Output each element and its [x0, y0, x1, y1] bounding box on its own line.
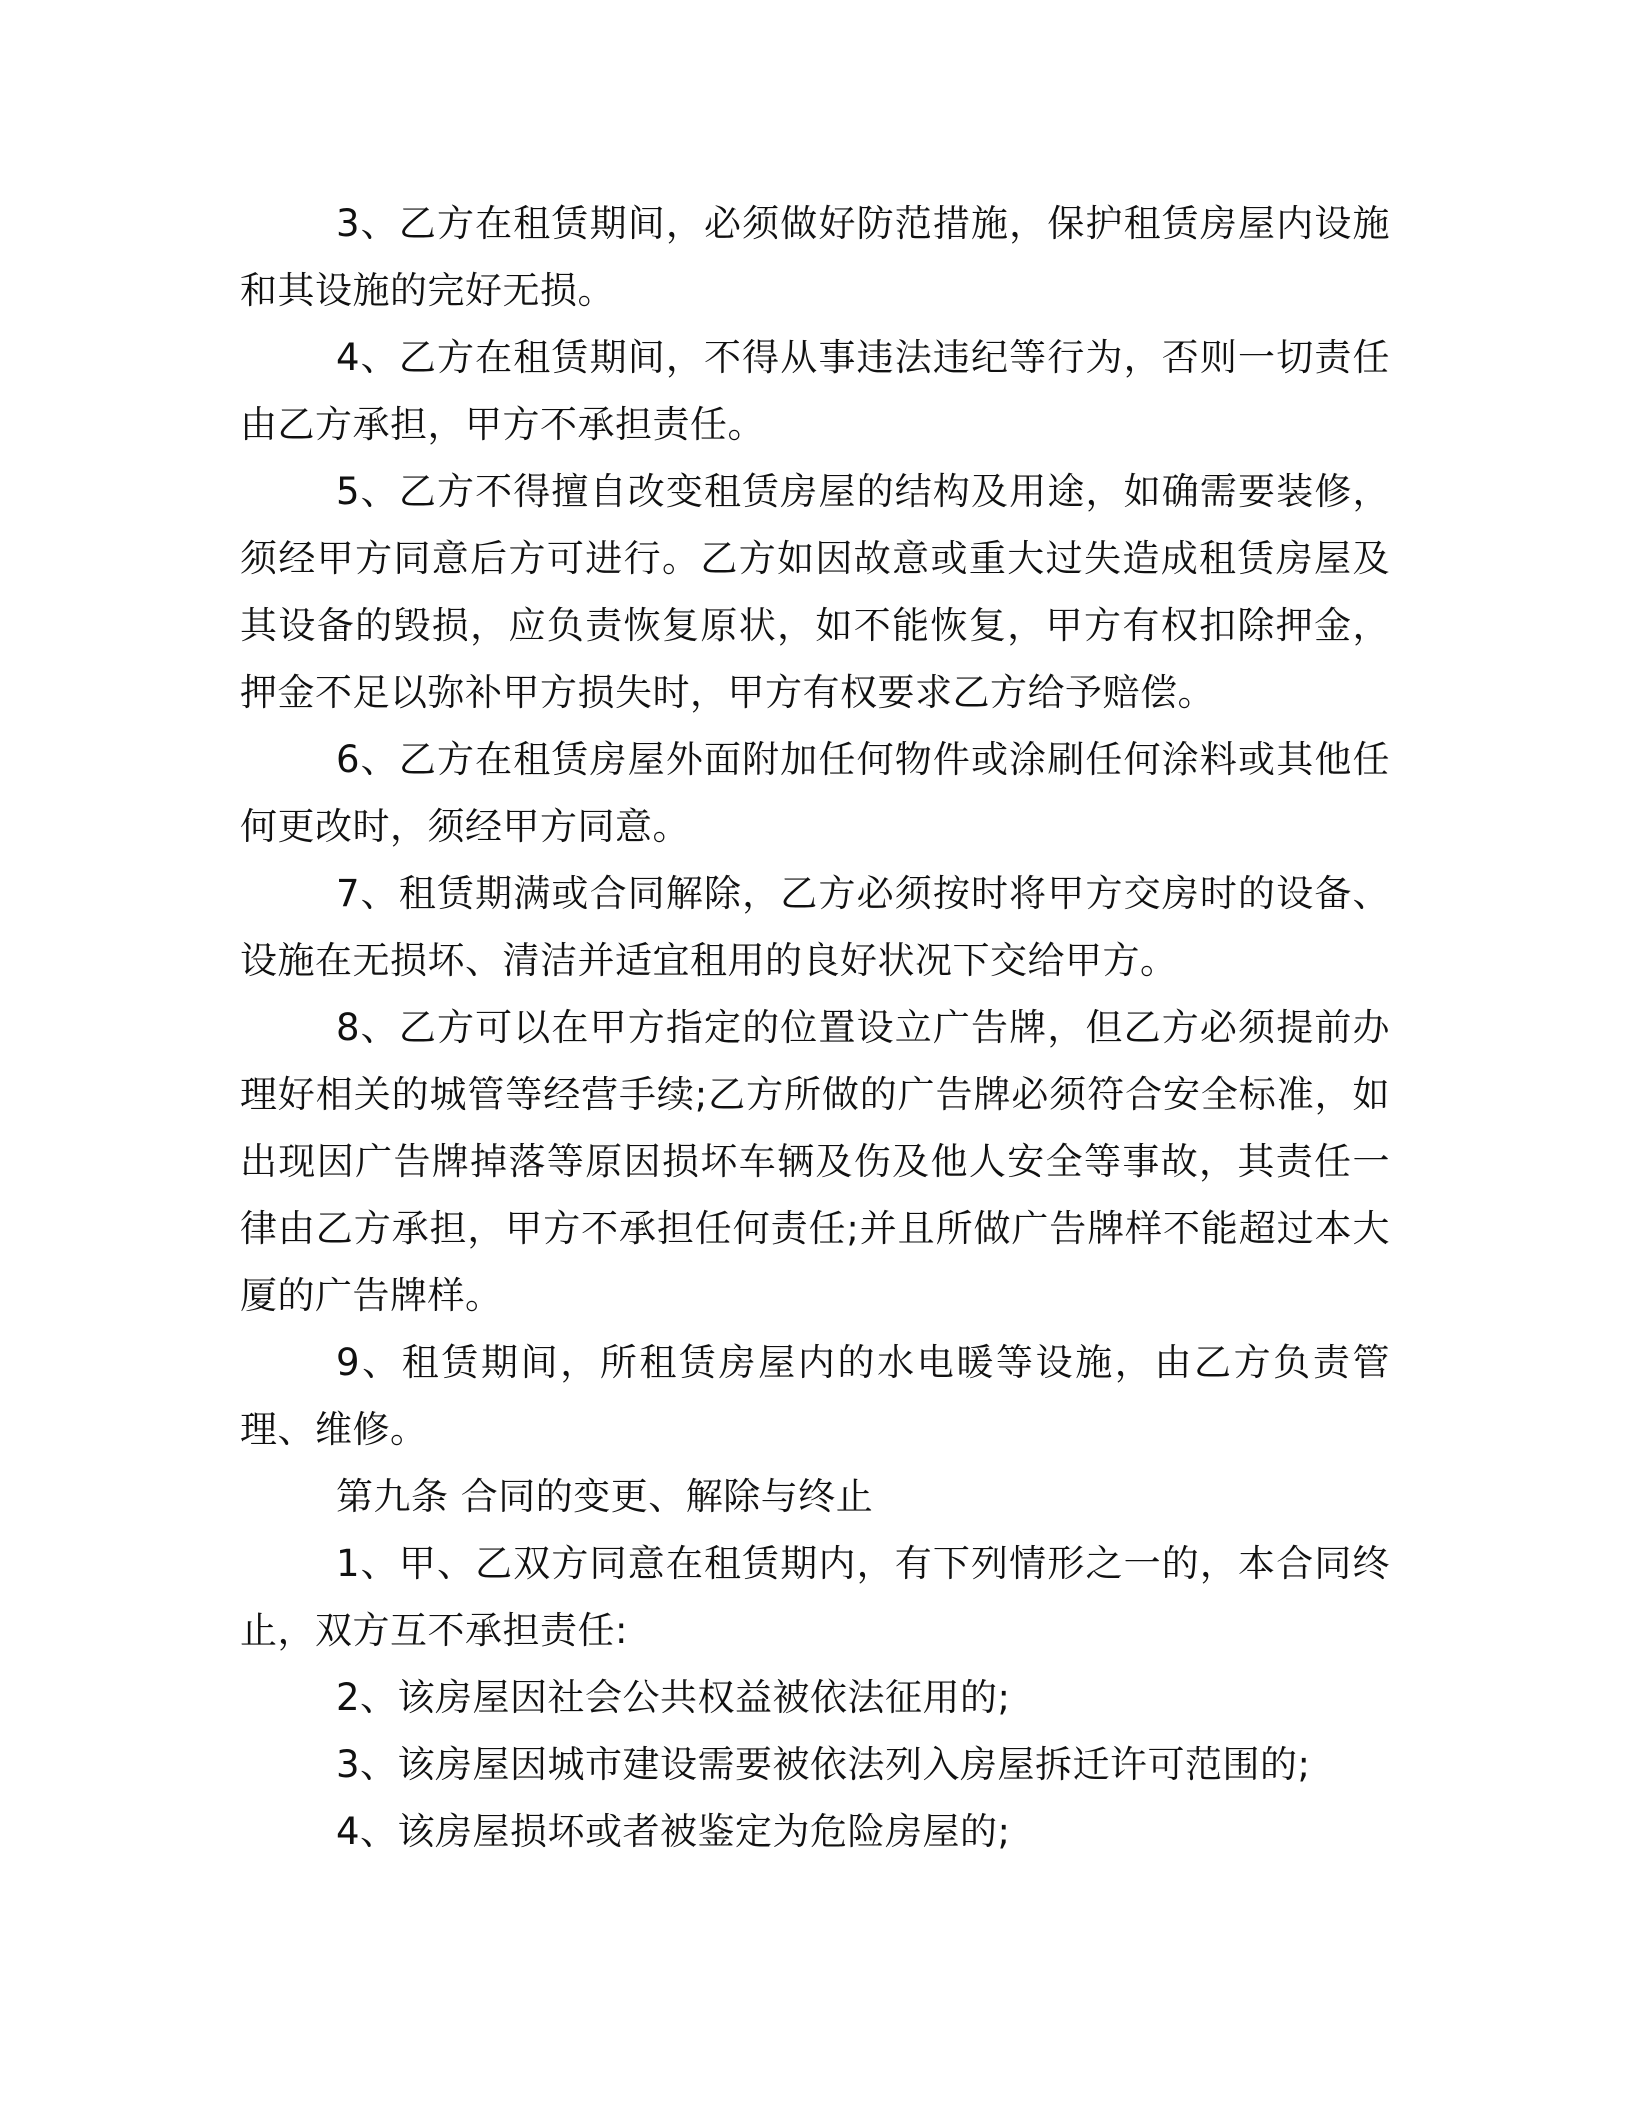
clause-4-paragraph: 4、乙方在租赁期间，不得从事违法违纪等行为，否则一切责任由乙方承担，甲方不承担责任。 — [240, 336, 1390, 446]
clause-9-paragraph: 9、租赁期间，所租赁房屋内的水电暖等设施，由乙方负责管理、维修。 — [240, 1341, 1390, 1451]
article-9-item-2: 2、该房屋因社会公共权益被依法征用的; — [336, 1676, 1011, 1719]
article-9-heading: 第九条 合同的变更、解除与终止 — [336, 1475, 874, 1518]
clause-5-paragraph: 5、乙方不得擅自改变租赁房屋的结构及用途，如确需要装修，须经甲方同意后方可进行。乙方如因故意或重大过失造成租赁房屋及其设备的毁损，应负责恢复原状，如不能恢复，甲方有权扣除押金，押金不足以弥补甲方损失时，甲方有权要求乙方给予赔偿。 — [240, 470, 1390, 714]
clause-6-paragraph: 6、乙方在租赁房屋外面附加任何物件或涂刷任何涂料或其他任何更改时，须经甲方同意。 — [240, 738, 1390, 848]
document-page — [240, 190, 1390, 1865]
article-9-item-1: 1、甲、乙双方同意在租赁期内，有下列情形之一的，本合同终止，双方互不承担责任: — [240, 1542, 1390, 1652]
article-9-item-4: 4、该房屋损坏或者被鉴定为危险房屋的; — [336, 1810, 1011, 1853]
article-9-item-3: 3、该房屋因城市建设需要被依法列入房屋拆迁许可范围的; — [336, 1743, 1311, 1786]
clause-3-paragraph: 3、乙方在租赁期间，必须做好防范措施，保护租赁房屋内设施和其设施的完好无损。 — [240, 202, 1390, 312]
clause-8-paragraph: 8、乙方可以在甲方指定的位置设立广告牌，但乙方必须提前办理好相关的城管等经营手续;乙方所做的广告牌必须符合安全标准，如出现因广告牌掉落等原因损坏车辆及伤及他人安全等事故，其责任一律由乙方承担，甲方不承担任何责任;并且所做广告牌样不能超过本大厦的广告牌样。 — [240, 1006, 1390, 1317]
clause-7-paragraph: 7、租赁期满或合同解除，乙方必须按时将甲方交房时的设备、设施在无损坏、清洁并适宜租用的良好状况下交给甲方。 — [240, 872, 1390, 982]
